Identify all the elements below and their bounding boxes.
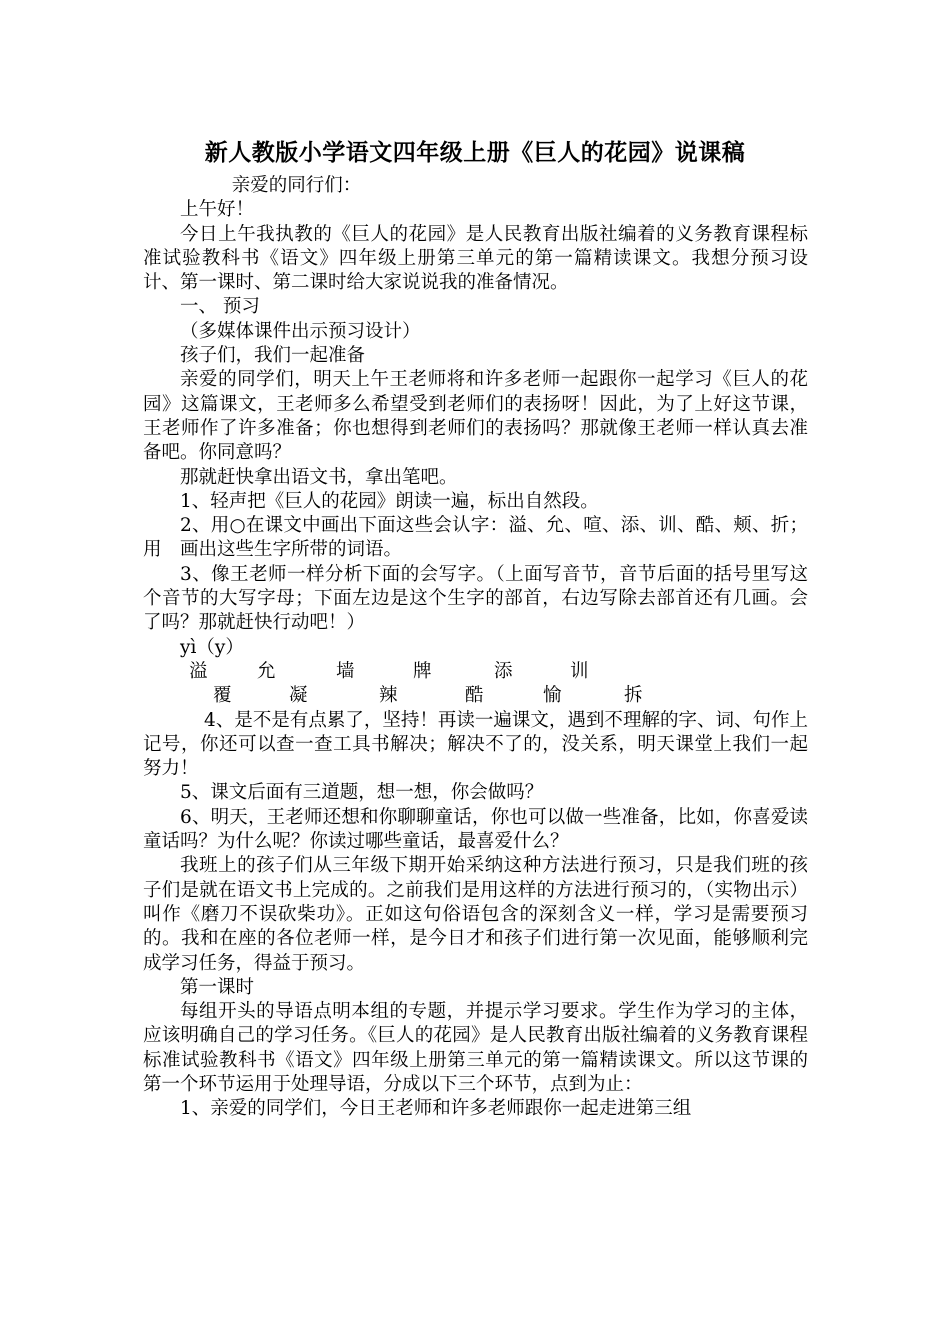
char-cell: 拆 [624,685,643,707]
pinyin-example: yì（y） [180,636,244,658]
char-cell: 添 [494,660,513,682]
char-row-1 [143,660,808,684]
list-item-1: 1、轻声把《巨人的花园》朗读一遍，标出自然段。 [180,490,599,512]
list-item-4: 4、是不是有点累了，坚持！再读一遍课文，遇到不理解的字、词、句作上记号，你还可以查一查工具书解决；解决不了的，没关系，明天课堂上我们一起努力！ [143,709,808,780]
intro-paragraph: 今日上午我执教的《巨人的花园》是人民教育出版社编着的义务教育课程标准试验教科书《语文》四年级上册第三单元的第一篇精读课文。我想分预习设计、第一课时、第二课时给大家说说我的准备情况。 [143,223,808,294]
lesson-heading: 第一课时 [180,976,255,998]
char-cell: 凝 [289,685,308,707]
char-cell: 墙 [336,660,355,682]
hello-line: 上午好！ [180,199,255,221]
greeting: 亲爱的同行们： [231,175,362,196]
list-item-5: 5、课文后面有三道题，想一想，你会做吗？ [180,782,544,804]
char-cell: 溢 [189,660,208,682]
char-cell: 酷 [465,685,484,707]
step-1: 1、亲爱的同学们，今日王老师和许多老师跟你一起走进第三组 [180,1098,692,1120]
book-paragraph: 那就赶快拿出语文书，拿出笔吧。 [180,466,458,488]
char-cell: 愉 [543,685,562,707]
kids-call: 孩子们，我们一起准备 [180,345,366,367]
char-cell: 允 [257,660,276,682]
char-cell: 辣 [379,685,398,707]
char-cell: 覆 [213,685,232,707]
char-cell: 牌 [413,660,432,682]
document-body [143,174,808,1122]
list-item-3: 3、像王老师一样分析下面的会写字。（上面写音节，音节后面的括号里写这个音节的大写字母；下面左边是这个生字的部首，右边写除去部首还有几画。会了吗？那就赶快行动吧！） [143,563,808,634]
char-cell: 训 [570,660,589,682]
classmates-paragraph: 亲爱的同学们，明天上午王老师将和许多老师一起跟你一起学习《巨人的花园》这篇课文，王老师多么希望受到老师们的表扬呀！因此，为了上好这节课，王老师作了许多准备；你也想得到老师们的表扬吗？那就像王老师一样认真去准备吧。你同意吗？ [143,369,808,464]
section-heading-preview: 一、 预习 [180,296,260,318]
list-item-6: 6、明天，王老师还想和你聊聊童话，你也可以做一些准备，比如，你喜爱读童话吗？为什么呢？你读过哪些童话，最喜爱什么？ [143,806,808,853]
method-paragraph: 我班上的孩子们从三年级下期开始采纳这种方法进行预习，只是我们班的孩子们是就在语文书上完成的。之前我们是用这样的方法进行预习的，（实物出示）叫作《磨刀不误砍柴功》。正如这句俗语包含的深刻含义一样，学习是需要预习的。我和在座的各位老师一样，是今日才和孩子们进行第一次见面，能够顺利完成学习任务，得益于预习。 [143,855,808,974]
guide-paragraph: 每组开头的导语点明本组的专题，并提示学习要求。学生作为学习的主体，应该明确自己的学习任务。《巨人的花园》是人民教育出版社编着的义务教育课程标准试验教科书《语文》四年级上册第三单元的第一篇精读课文。所以这节课的第一个环节运用于处理导语，分成以下三个环节，点到为止： [143,1001,808,1095]
list-item-2: 2、用○在课文中画出下面这些会认字：溢、允、喧、添、训、酷、颊、折；用 画出这些生字所带的词语。 [143,515,808,561]
section-note: （多媒体课件出示预习设计） [180,320,421,342]
char-row-2 [143,684,808,708]
document-title: 新人教版小学语文四年级上册《巨人的花园》说课稿 [204,140,746,166]
